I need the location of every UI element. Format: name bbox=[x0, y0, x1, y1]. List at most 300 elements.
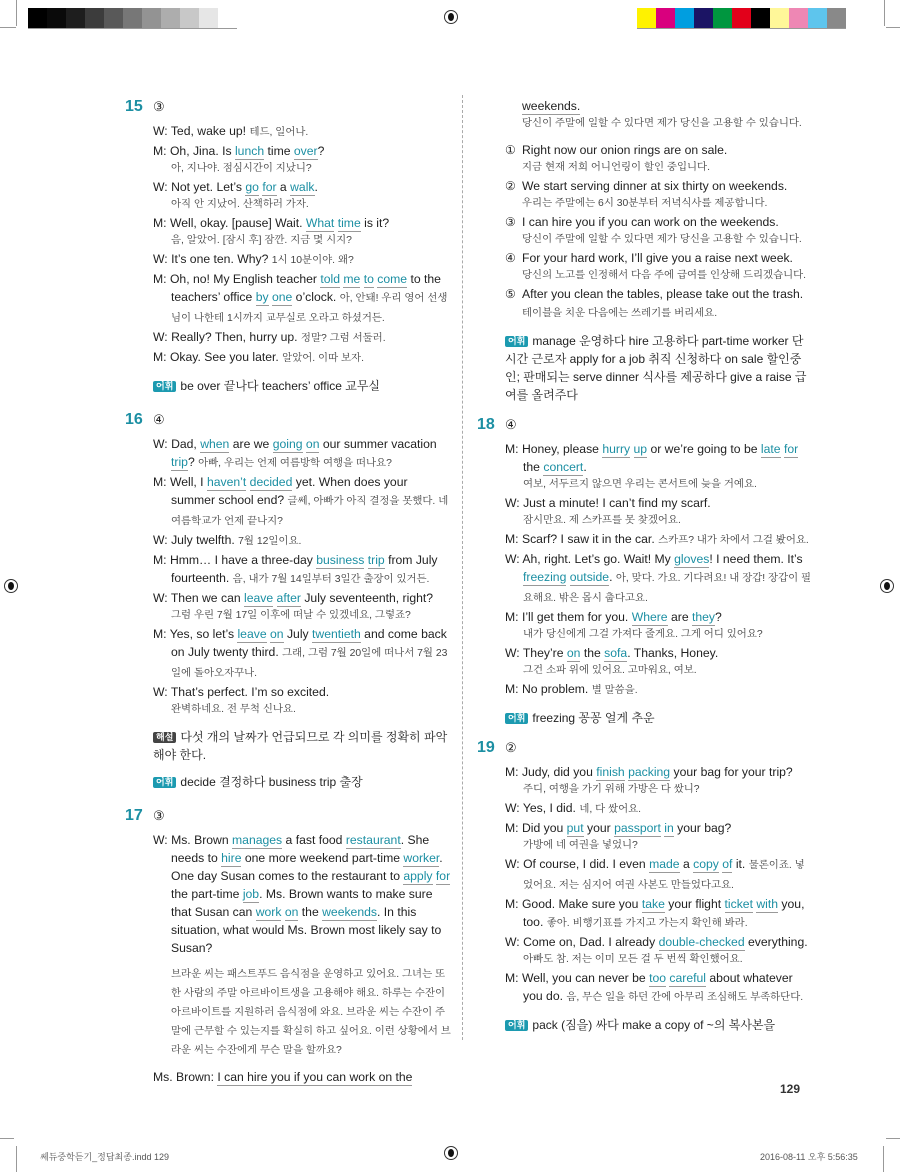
dialogue-text: from July fourteenth. bbox=[171, 553, 438, 585]
translation: 좋아. 비행기표를 가지고 가는지 확인해 봐라. bbox=[546, 918, 748, 929]
translation: 잠시만요. 제 스카프를 못 찾겠어요. bbox=[523, 515, 681, 526]
dialogue-text: everything. bbox=[744, 935, 808, 949]
dictation-blank-word: time bbox=[337, 216, 361, 230]
crop-mark bbox=[16, 0, 17, 26]
color-swatch bbox=[713, 8, 732, 28]
dialogue-text: Ms. Brown bbox=[171, 833, 233, 847]
section-17-continued bbox=[477, 97, 813, 404]
dialogue-text: Of course, I did. I even bbox=[523, 857, 650, 871]
dialogue-line bbox=[505, 819, 813, 837]
answer-option bbox=[505, 141, 813, 159]
dialogue-text: the bbox=[580, 646, 605, 660]
dialogue-line bbox=[505, 969, 813, 1007]
question-header bbox=[125, 807, 453, 831]
dialogue-line bbox=[153, 531, 453, 551]
dialogue-text: our summer vacation bbox=[319, 437, 437, 451]
translation: 아, 안돼! 우리 영어 선생님이 나한테 1시까지 교무실로 오라고 하셨거든. bbox=[171, 293, 448, 324]
dialogue-text: I’ll get them for you. bbox=[521, 610, 632, 624]
dialogue-text: Honey, please bbox=[521, 442, 603, 456]
speaker-label: M: bbox=[505, 610, 522, 624]
color-swatch bbox=[732, 8, 751, 28]
dialogue bbox=[125, 122, 453, 368]
dialogue-text: Just a minute! I can’t find my scarf. bbox=[523, 496, 711, 510]
dictation-blank-word: take bbox=[641, 897, 665, 911]
dialogue-text: time bbox=[264, 144, 294, 158]
option-text: After you clean the tables, please take out the trash. bbox=[522, 287, 804, 301]
dialogue-line bbox=[505, 644, 813, 662]
column-divider bbox=[462, 95, 463, 1040]
dialogue-line bbox=[505, 763, 813, 781]
registration-mark-icon bbox=[444, 1146, 458, 1160]
dialogue-text: a fast food bbox=[282, 833, 346, 847]
translation: 알았어. 이따 보자. bbox=[282, 353, 364, 364]
dialogue-text: . In this situation, what would Ms. Brown most likely say to Susan? bbox=[171, 905, 442, 955]
dictation-blank-word: late bbox=[760, 442, 781, 456]
dialogue-text: is it? bbox=[360, 216, 390, 230]
dictation-blank-word: concert bbox=[543, 460, 584, 474]
dictation-blank-word: up bbox=[633, 442, 648, 456]
dialogue-line bbox=[153, 589, 453, 607]
dialogue-text: July seventeenth, right? bbox=[300, 591, 434, 605]
dialogue-line bbox=[505, 933, 813, 951]
color-swatch bbox=[47, 8, 66, 28]
dialogue-text: ? bbox=[317, 144, 325, 158]
section-17 bbox=[125, 807, 453, 1086]
vocabulary-note bbox=[505, 332, 813, 404]
explanation-note bbox=[153, 728, 453, 764]
option-number: ⑤ bbox=[505, 287, 516, 301]
dialogue-text: the part-time bbox=[171, 887, 243, 901]
dictation-blank-word: hurry bbox=[602, 442, 631, 456]
dictation-blank-word: haven’t bbox=[206, 475, 247, 489]
color-swatch bbox=[656, 8, 675, 28]
speaker-label: W: bbox=[153, 591, 171, 605]
dialogue-line bbox=[153, 250, 453, 270]
dialogue-text: Well, okay. [pause] Wait. bbox=[169, 216, 306, 230]
dictation-blank-word: trip bbox=[367, 553, 385, 567]
dialogue-line bbox=[153, 435, 453, 473]
speaker-label: W: bbox=[153, 437, 172, 451]
dialogue-text: the bbox=[523, 460, 544, 474]
crop-mark bbox=[884, 0, 885, 26]
speaker-label: W: bbox=[153, 685, 171, 699]
dialogue-text: Well, you can never be bbox=[521, 971, 650, 985]
option-list bbox=[505, 141, 813, 323]
dictation-blank-word: come bbox=[377, 272, 408, 286]
dictation-blank-word: for bbox=[262, 180, 277, 194]
dictation-blank-word: Where bbox=[631, 610, 668, 624]
dictation-blank-word: worker bbox=[403, 851, 440, 865]
translation: 네, 다 쌌어요. bbox=[579, 804, 642, 815]
dialogue-line bbox=[153, 270, 453, 328]
dictation-blank-word: restaurant bbox=[345, 833, 401, 847]
translation-paragraph: 브라운 씨는 패스트푸드 음식점을 운영하고 있어요. 그녀는 또 한 사람의 주말 아르바이트생을 고용해야 해요. 하루는 수잔이 아르바이트를 지원하러 음식점에 와요. 브라운 씨는 수잔이 주말에 근무할 수 있는지를 확실히 하고 싶어요. 이런 상황에서 브라운 씨는 수잔에게 무슨 말을 할까요? bbox=[171, 969, 451, 1056]
speaker-label: Ms. Brown: bbox=[153, 1070, 218, 1084]
color-swatch bbox=[123, 8, 142, 28]
answer-choice: ③ bbox=[153, 808, 165, 823]
dialogue-line bbox=[505, 440, 813, 476]
answer-option bbox=[505, 249, 813, 267]
dialogue-text: and come back on July twenty third. bbox=[171, 627, 447, 659]
crop-mark bbox=[886, 1138, 900, 1139]
footer-datetime: 2016-08-11 오후 5:56:35 bbox=[760, 1152, 858, 1162]
vocabulary-badge: 어휘 bbox=[505, 336, 528, 347]
dialogue-text: are we bbox=[229, 437, 273, 451]
translation: 아직 안 지났어. 산책하러 가자. bbox=[171, 199, 309, 210]
translation: 그래, 그럼 7월 20일에 떠나서 7월 23일에 돌아오자꾸나. bbox=[171, 648, 448, 679]
speaker-label: W: bbox=[153, 833, 172, 847]
vocabulary-note bbox=[505, 709, 813, 727]
translation: 아, 지나야. 점심시간이 지났니? bbox=[171, 163, 312, 174]
dictation-blank-word: double-checked bbox=[658, 935, 745, 949]
dialogue-text: It’s one ten. Why? bbox=[171, 252, 272, 266]
speaker-label: M: bbox=[153, 475, 170, 489]
dialogue-line bbox=[505, 895, 813, 933]
translation: 당신이 주말에 일할 수 있다면 제가 당신을 고용할 수 있습니다. bbox=[522, 118, 802, 129]
question-number: 18 bbox=[477, 416, 495, 433]
dialogue-text: . bbox=[583, 460, 587, 474]
dialogue-line bbox=[505, 680, 813, 700]
speaker-label: M: bbox=[505, 765, 522, 779]
dictation-blank-word: outside bbox=[569, 570, 610, 584]
color-swatch bbox=[808, 8, 827, 28]
crop-mark bbox=[0, 1138, 14, 1139]
color-swatch bbox=[694, 8, 713, 28]
translation: 물론이죠. 넣었어요. 저는 심지어 여권 사본도 만들었다고요. bbox=[523, 860, 805, 891]
dialogue-text: Well, I bbox=[169, 475, 207, 489]
section-15 bbox=[125, 98, 453, 395]
dialogue-text: Okay. See you later. bbox=[169, 350, 283, 364]
speaker-label: W: bbox=[153, 252, 172, 266]
option-number: ④ bbox=[505, 251, 516, 265]
option-number: ① bbox=[505, 143, 516, 157]
dictation-blank-word: over bbox=[293, 144, 318, 158]
translation: 1시 10분이야. 왜? bbox=[271, 255, 354, 266]
dictation-blank-word: of bbox=[722, 857, 733, 871]
registration-mark-icon bbox=[880, 579, 894, 593]
dialogue-text: Yes, so let’s bbox=[169, 627, 238, 641]
dictation-blank-word: when bbox=[200, 437, 230, 451]
dialogue-line bbox=[153, 473, 453, 531]
speaker-label: W: bbox=[505, 801, 523, 815]
dictation-blank-word: careful bbox=[669, 971, 707, 985]
question-number: 17 bbox=[125, 807, 143, 824]
color-swatch bbox=[66, 8, 85, 28]
dictation-blank-word: they bbox=[691, 610, 716, 624]
option-text: We start serving dinner at six thirty on weekends. bbox=[522, 179, 788, 193]
dialogue-text: Dad, bbox=[171, 437, 201, 451]
option-text: Right now our onion rings are on sale. bbox=[522, 143, 728, 157]
dialogue-text: . Thanks, Honey. bbox=[627, 646, 719, 660]
dialogue-line bbox=[153, 178, 453, 196]
dialogue bbox=[125, 831, 453, 957]
answer-choice: ④ bbox=[505, 417, 517, 432]
dictation-blank-word: copy bbox=[693, 857, 719, 871]
vocabulary-note bbox=[153, 773, 453, 791]
dialogue-text: a bbox=[679, 857, 694, 871]
dialogue-text: Good. Make sure you bbox=[521, 897, 642, 911]
answer-choice: ② bbox=[505, 740, 517, 755]
dialogue-text: ? bbox=[715, 610, 722, 624]
color-swatch bbox=[142, 8, 161, 28]
dictation-blank-word: after bbox=[276, 591, 301, 605]
option-text: I can hire you if you can work on the weekends. bbox=[522, 215, 779, 229]
translation: 그건 소파 위에 있어요. 고마워요, 여보. bbox=[523, 665, 697, 676]
dialogue-text: or we’re going to be bbox=[647, 442, 761, 456]
dictation-blank-word: packing bbox=[628, 765, 671, 779]
print-color-bar-gray bbox=[28, 8, 237, 29]
dictation-blank-word: on bbox=[270, 627, 284, 641]
answer-choice: ④ bbox=[153, 412, 165, 427]
translation: 아, 맞다. 가요. 기다려요! 내 장갑! 장갑이 필요해요. 밖은 몹시 춥다고요. bbox=[523, 573, 812, 604]
question-header bbox=[477, 416, 813, 440]
note-text: 다섯 개의 날짜가 언급되므로 각 의미를 정확히 파악해야 한다. bbox=[153, 730, 448, 762]
dialogue-text: Then we can bbox=[170, 591, 245, 605]
right-column bbox=[477, 97, 813, 1034]
dialogue-text: Hmm… I have a three-day bbox=[169, 553, 317, 567]
dialogue-text: a bbox=[276, 180, 291, 194]
question-header bbox=[125, 98, 453, 122]
speaker-label: M: bbox=[153, 553, 170, 567]
dictation-blank-word: apply bbox=[403, 869, 433, 883]
dialogue-line bbox=[505, 530, 813, 550]
dialogue-text: Judy, did you bbox=[521, 765, 597, 779]
dialogue bbox=[477, 440, 813, 700]
translation: 내가 당신에게 그걸 가져다 줄게요. 그게 어디 있어요? bbox=[523, 629, 763, 640]
note-text: decide 결정하다 business trip 출장 bbox=[180, 775, 363, 789]
vocabulary-note bbox=[153, 377, 453, 395]
color-swatch bbox=[751, 8, 770, 28]
dictation-blank-word: sofa bbox=[604, 646, 628, 660]
dialogue-text: July bbox=[283, 627, 313, 641]
dictation-blank-word: weekends bbox=[322, 905, 377, 919]
speaker-label: M: bbox=[153, 144, 170, 158]
dictation-blank-word: too bbox=[649, 971, 667, 985]
print-color-bar-cmyk bbox=[637, 8, 846, 29]
answer-option bbox=[505, 177, 813, 195]
dictation-blank-word: in bbox=[664, 821, 674, 835]
dialogue-line bbox=[153, 328, 453, 348]
dictation-blank-word: on bbox=[284, 905, 299, 919]
dialogue-text: July twelfth. bbox=[171, 533, 239, 547]
dialogue-text: Ah, right. Let’s go. Wait! My bbox=[522, 552, 675, 566]
dialogue-line bbox=[153, 683, 453, 701]
dictation-blank-word: for bbox=[783, 442, 799, 456]
speaker-label: W: bbox=[505, 496, 524, 510]
translation: 주디, 여행을 가기 위해 가방은 다 쌌니? bbox=[523, 784, 700, 795]
translation: 아빠, 우리는 언제 여름방학 여행을 떠나요? bbox=[198, 458, 392, 469]
answer-option bbox=[505, 213, 813, 231]
note-text: manage 운영하다 hire 고용하다 part-time worker 단시간 근로자 apply for a job 취직 신청하다 on sale 할인중인; 판매되는 serve dinner 식사를 제공하다 give a raise 급여를 올려주다 bbox=[505, 334, 807, 402]
dictation-blank-word: decided bbox=[249, 475, 293, 489]
dictation-blank-word: leave bbox=[244, 591, 274, 605]
question-header bbox=[125, 411, 453, 435]
color-swatch bbox=[180, 8, 199, 28]
color-swatch bbox=[827, 8, 846, 28]
dictation-blank-word: business bbox=[316, 553, 365, 567]
dialogue-text: . One day Susan comes to the restaurant to bbox=[171, 851, 443, 883]
dialogue-text: your bbox=[583, 821, 615, 835]
color-swatch bbox=[789, 8, 808, 28]
section-19 bbox=[477, 739, 813, 1034]
dictation-blank-word: manages bbox=[232, 833, 283, 847]
notes bbox=[477, 1016, 813, 1034]
vocabulary-note bbox=[505, 1016, 813, 1034]
dialogue-text: Scarf? I saw it in the car. bbox=[521, 532, 659, 546]
translation: 음, 알았어. [잠시 후] 잠깐. 지금 몇 시지? bbox=[171, 235, 352, 246]
dictation-blank-word: on bbox=[305, 437, 320, 451]
translation: 음, 내가 7월 14일부터 3일간 출장이 있거든. bbox=[232, 574, 430, 585]
dialogue-line bbox=[153, 348, 453, 368]
speaker-label: M: bbox=[505, 821, 522, 835]
translation: 스카프? 내가 차에서 그걸 봤어요. bbox=[658, 535, 809, 546]
dictation-blank-word: made bbox=[649, 857, 680, 871]
dictation-blank-word: with bbox=[756, 897, 779, 911]
dialogue-line bbox=[505, 550, 813, 608]
dialogue-text: Really? Then, hurry up. bbox=[171, 330, 301, 344]
translation: 아빠도 참. 저는 이미 모든 걸 두 번씩 확인했어요. bbox=[523, 954, 743, 965]
translation: 별 말씀을. bbox=[591, 685, 638, 696]
dictation-blank-word: leave bbox=[237, 627, 267, 641]
dictation-blank-word: going bbox=[272, 437, 303, 451]
translation: 여보, 서두르지 않으면 우리는 콘서트에 늦을 거예요. bbox=[523, 479, 757, 490]
vocabulary-badge: 어휘 bbox=[505, 713, 528, 724]
dialogue-line bbox=[505, 855, 813, 895]
dialogue-text: . She needs to bbox=[171, 833, 430, 865]
option-number: ③ bbox=[505, 215, 516, 229]
color-swatch bbox=[161, 8, 180, 28]
answer-line bbox=[125, 1068, 453, 1086]
dictation-blank-word: hire bbox=[221, 851, 242, 865]
registration-mark-icon bbox=[444, 10, 458, 24]
dictation-blank-word: freezing bbox=[523, 570, 567, 584]
dictation-blank-word: passport bbox=[614, 821, 661, 835]
translation: 7월 12일이요. bbox=[238, 536, 302, 547]
dialogue-text: o’clock. bbox=[292, 290, 340, 304]
answer-text: I can hire you if you can work on the bbox=[217, 1070, 413, 1084]
translation: 글쎄, 아빠가 아직 결정을 못했다. 네 여름학교가 언제 끝나지? bbox=[171, 496, 449, 527]
dialogue-text: . bbox=[609, 570, 616, 584]
dialogue bbox=[125, 435, 453, 719]
speaker-label: M: bbox=[505, 442, 522, 456]
speaker-label: W: bbox=[153, 180, 172, 194]
speaker-label: M: bbox=[153, 216, 170, 230]
speaker-label: M: bbox=[153, 350, 170, 364]
dialogue-text: Yes, I did. bbox=[522, 801, 580, 815]
note-text: freezing 꽁꽁 얼게 추운 bbox=[532, 711, 655, 725]
crop-mark bbox=[883, 1146, 884, 1172]
dialogue-text: you, too. bbox=[523, 897, 805, 929]
dialogue-line bbox=[505, 608, 813, 626]
color-swatch bbox=[637, 8, 656, 28]
question-header bbox=[477, 739, 813, 763]
speaker-label: W: bbox=[505, 552, 523, 566]
dialogue-text: No problem. bbox=[521, 682, 592, 696]
dictation-blank-word: work bbox=[255, 905, 282, 919]
answer-text: weekends. bbox=[522, 99, 581, 113]
dictation-blank-word: on bbox=[566, 646, 581, 660]
translation: 가방에 네 여권을 넣었니? bbox=[523, 840, 638, 851]
translation: 테이블을 치운 다음에는 쓰레기를 버리세요. bbox=[522, 308, 718, 319]
translation: 테드, 일어나. bbox=[249, 127, 309, 138]
dialogue-line bbox=[153, 122, 453, 142]
translation: 그럼 우린 7월 17일 이후에 떠날 수 있겠네요, 그렇죠? bbox=[171, 610, 411, 621]
dictation-blank-word: told bbox=[320, 272, 340, 286]
dialogue-line bbox=[153, 214, 453, 232]
color-swatch bbox=[199, 8, 218, 28]
dialogue-text: yet. When does your summer school end? bbox=[171, 475, 408, 507]
dialogue-line bbox=[153, 831, 453, 957]
dictation-blank-word: twentieth bbox=[312, 627, 361, 641]
dictation-blank-word: to bbox=[363, 272, 374, 286]
registration-mark-icon bbox=[4, 579, 18, 593]
speaker-label: M: bbox=[505, 971, 522, 985]
dictation-blank-word: trip bbox=[171, 455, 188, 469]
speaker-label: M: bbox=[505, 897, 522, 911]
left-column bbox=[125, 98, 453, 1086]
dictation-blank-word: me bbox=[343, 272, 361, 286]
speaker-label: M: bbox=[505, 682, 522, 696]
speaker-label: W: bbox=[505, 646, 523, 660]
vocabulary-badge: 어휘 bbox=[153, 381, 176, 392]
dialogue-text: about whatever you do. bbox=[523, 971, 793, 1003]
speaker-label: W: bbox=[505, 857, 524, 871]
explanation-badge: 해설 bbox=[153, 732, 176, 743]
dialogue-line bbox=[153, 142, 453, 160]
dictation-blank-word: gloves bbox=[674, 552, 710, 566]
question-number: 15 bbox=[125, 98, 143, 115]
color-swatch bbox=[675, 8, 694, 28]
footer-file-name: 쎄듀중학듣기_정답최종.indd 129 bbox=[40, 1152, 169, 1162]
section-18 bbox=[477, 416, 813, 727]
dictation-blank-word: by bbox=[255, 290, 269, 304]
vocabulary-badge: 어휘 bbox=[505, 1020, 528, 1031]
dialogue-text: are bbox=[667, 610, 692, 624]
dictation-blank-word: ticket bbox=[724, 897, 753, 911]
dictation-blank-word: go bbox=[245, 180, 259, 194]
page-number: 129 bbox=[780, 1082, 801, 1096]
crop-mark bbox=[16, 1146, 17, 1172]
color-swatch bbox=[85, 8, 104, 28]
dictation-blank-word: lunch bbox=[234, 144, 265, 158]
dialogue-text: . Ms. Brown wants to make sure that Susan can bbox=[171, 887, 433, 919]
answer-option bbox=[505, 285, 813, 323]
color-swatch bbox=[28, 8, 47, 28]
option-number: ② bbox=[505, 179, 516, 193]
dictation-blank-word: finish bbox=[596, 765, 625, 779]
dialogue-text: ? bbox=[187, 455, 199, 469]
dialogue-text: your bag for your trip? bbox=[670, 765, 793, 779]
dialogue-text bbox=[630, 442, 633, 456]
dialogue-text: They’re bbox=[522, 646, 567, 660]
notes bbox=[125, 377, 453, 395]
color-swatch bbox=[770, 8, 789, 28]
translation: 당신의 노고를 인정해서 다음 주에 급여를 인상해 드리겠습니다. bbox=[522, 270, 807, 281]
dialogue-text: to the teachers’ office bbox=[171, 272, 441, 304]
answer-continuation bbox=[505, 97, 813, 115]
dialogue-text: Ted, wake up! bbox=[170, 124, 250, 138]
notes bbox=[477, 709, 813, 727]
dialogue-line bbox=[153, 551, 453, 589]
note-text: pack (짐을) 싸다 make a copy of ~의 복사본을 bbox=[532, 1018, 776, 1032]
dialogue-line bbox=[153, 625, 453, 683]
dialogue-line bbox=[505, 494, 813, 512]
speaker-label: W: bbox=[153, 330, 172, 344]
speaker-label: W: bbox=[153, 533, 172, 547]
dialogue-text: the bbox=[298, 905, 323, 919]
crop-mark bbox=[0, 27, 16, 28]
translation: 음, 무슨 일을 하던 간에 아무리 조심해도 부족하단다. bbox=[566, 992, 804, 1003]
